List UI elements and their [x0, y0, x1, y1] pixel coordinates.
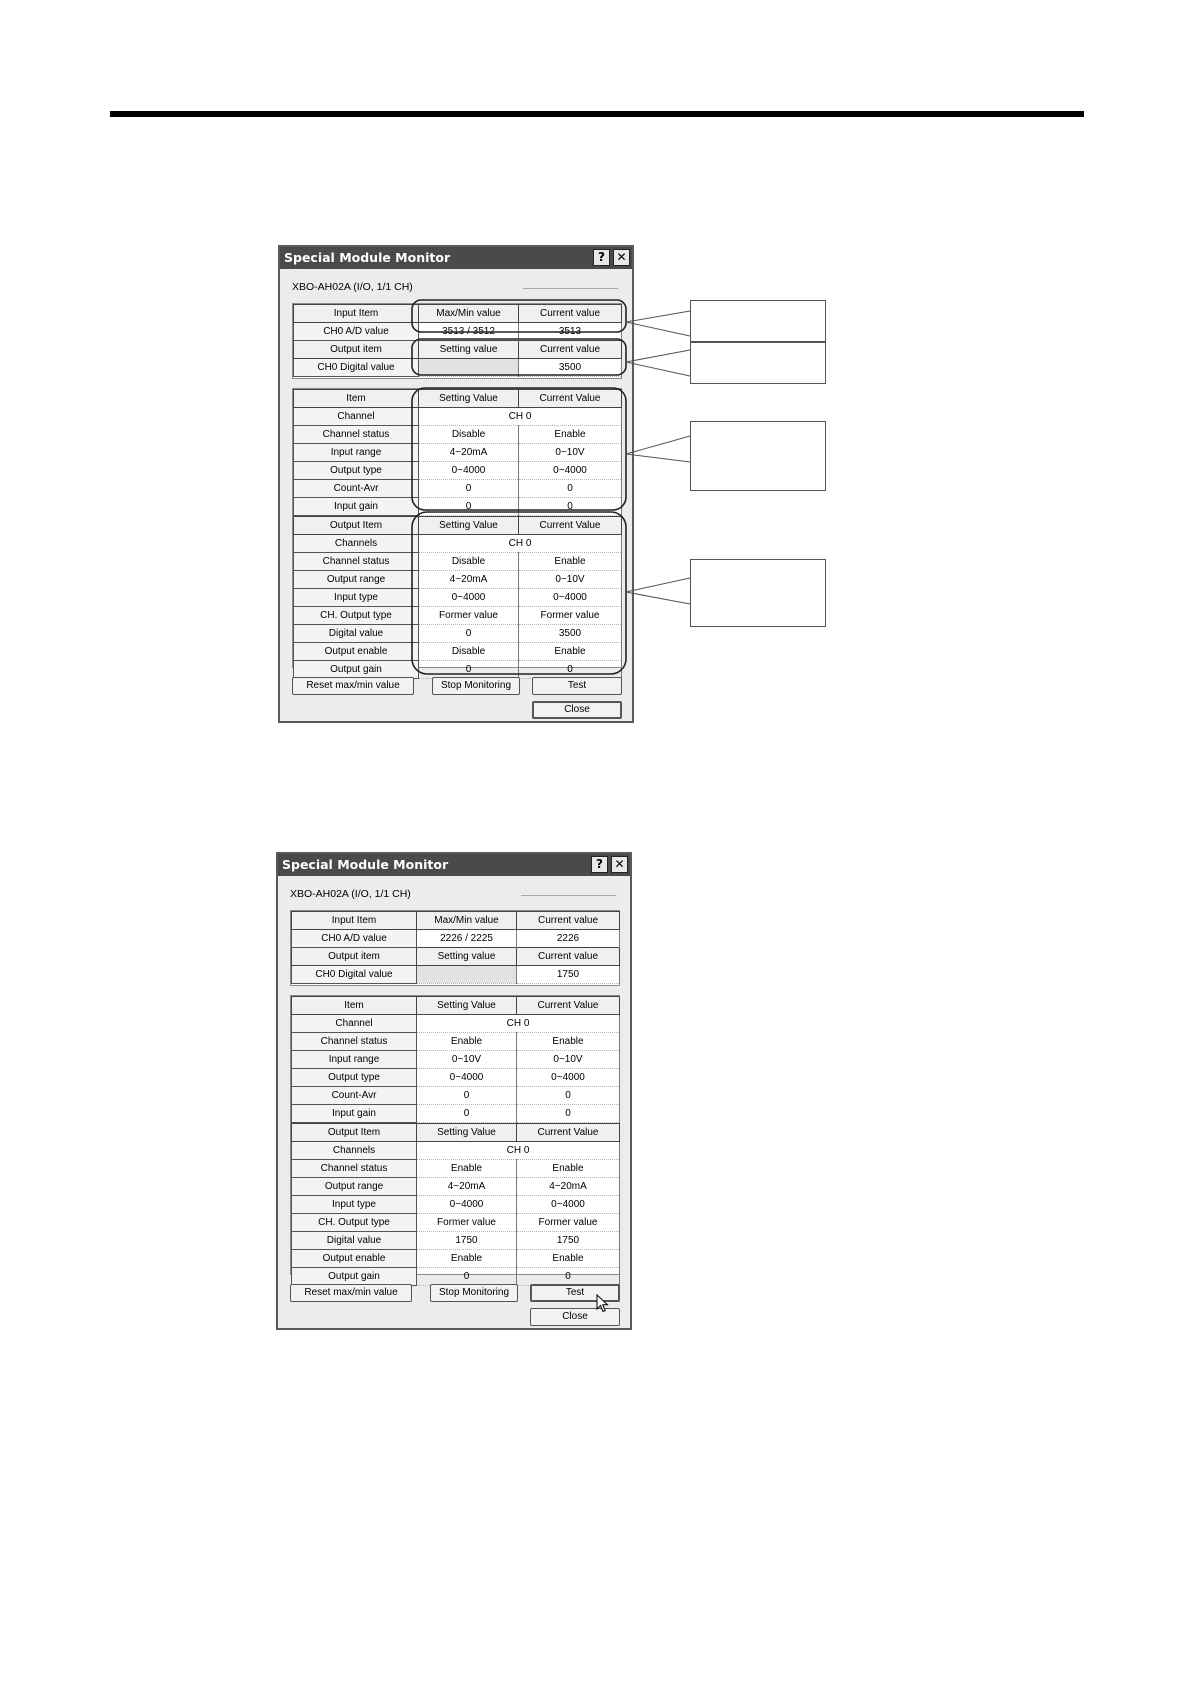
row-label: Output range — [294, 571, 419, 589]
value-cell: 0~4000 — [417, 1069, 517, 1087]
mouse-cursor-icon — [596, 1294, 610, 1314]
column-header: Current value — [519, 341, 622, 359]
value-cell: Enable — [417, 1250, 517, 1268]
value-cell: 1750 — [517, 966, 620, 984]
table-row-input-gain — [294, 498, 622, 516]
column-header: Setting value — [419, 341, 519, 359]
input-parameter-table — [291, 996, 620, 1123]
table-row-channel — [294, 408, 622, 426]
table-row-ch0-digital-value — [294, 359, 622, 377]
column-header: Item — [292, 997, 417, 1015]
table-row-output-gain — [292, 1268, 620, 1286]
table-row-item — [294, 390, 622, 408]
value-cell: 0~10V — [417, 1051, 517, 1069]
close-icon[interactable]: ✕ — [613, 249, 630, 266]
table-row-ch-output-type — [294, 607, 622, 625]
value-cell: Disable — [419, 643, 519, 661]
column-header: Item — [294, 390, 419, 408]
callout-leader — [626, 362, 690, 376]
column-header: Setting Value — [419, 517, 519, 535]
parameter-panel[interactable] — [290, 995, 620, 1282]
module-divider — [523, 288, 618, 289]
value-cell: 0 — [419, 661, 519, 679]
io-value-panel — [292, 303, 622, 379]
close-button[interactable]: Close — [530, 1308, 620, 1326]
table-row-input-type — [292, 1196, 620, 1214]
value-cell: 0~4000 — [517, 1069, 620, 1087]
callout-leader — [626, 350, 690, 362]
help-icon[interactable]: ? — [591, 856, 608, 873]
column-header: Current value — [517, 912, 620, 930]
row-label: Channel — [294, 408, 419, 426]
value-cell: CH 0 — [417, 1015, 620, 1033]
table-row-output-item — [294, 341, 622, 359]
module-divider — [521, 895, 616, 896]
value-cell: 3500 — [519, 359, 622, 377]
value-cell: 1750 — [417, 1232, 517, 1250]
value-cell: 2226 / 2225 — [417, 930, 517, 948]
test-button[interactable]: Test — [532, 677, 622, 695]
value-cell: Enable — [517, 1250, 620, 1268]
callout-leader — [626, 454, 690, 462]
column-header: Max/Min value — [417, 912, 517, 930]
callout-box — [690, 421, 826, 491]
value-cell: Former value — [519, 607, 622, 625]
row-label: Input range — [294, 444, 419, 462]
table-row-channel — [292, 1015, 620, 1033]
callout-leader — [626, 578, 690, 592]
table-row-ch0-a-d-value — [292, 930, 620, 948]
table-row-count-avr — [294, 480, 622, 498]
row-label: Input type — [292, 1196, 417, 1214]
special-module-monitor-dialog — [278, 245, 634, 723]
table-row-item — [292, 997, 620, 1015]
row-label: Count-Avr — [294, 480, 419, 498]
value-cell: 0 — [519, 498, 622, 516]
value-cell: Enable — [519, 426, 622, 444]
column-header: Input Item — [292, 912, 417, 930]
value-cell: 0 — [417, 1105, 517, 1123]
input-parameter-table — [293, 389, 622, 516]
callout-box — [690, 559, 826, 627]
table-row-ch0-a-d-value — [294, 323, 622, 341]
column-header: Current value — [519, 305, 622, 323]
table-row-output-enable — [294, 643, 622, 661]
table-row-output-enable — [292, 1250, 620, 1268]
reset-max-min-button[interactable]: Reset max/min value — [290, 1284, 412, 1302]
callout-leader — [626, 592, 690, 604]
table-row-output-item — [292, 948, 620, 966]
table-row-input-item — [294, 305, 622, 323]
module-name: XBO-AH02A (I/O, 1/1 CH) — [290, 888, 411, 900]
stop-monitoring-button[interactable]: Stop Monitoring — [432, 677, 520, 695]
value-cell: CH 0 — [419, 408, 622, 426]
value-cell — [419, 359, 519, 377]
row-label: Channel status — [292, 1033, 417, 1051]
column-header: Input Item — [294, 305, 419, 323]
column-header: Output item — [294, 341, 419, 359]
close-icon[interactable]: ✕ — [611, 856, 628, 873]
dialog-titlebar — [280, 247, 632, 269]
table-row-input-type — [294, 589, 622, 607]
value-cell: 3500 — [519, 625, 622, 643]
row-label: Channel — [292, 1015, 417, 1033]
column-header: Current Value — [519, 517, 622, 535]
row-label: Input range — [292, 1051, 417, 1069]
value-cell: 0 — [419, 480, 519, 498]
table-row-input-item — [292, 912, 620, 930]
value-cell: 0 — [417, 1268, 517, 1286]
page-top-rule — [110, 111, 1084, 117]
value-cell: 0 — [519, 661, 622, 679]
value-cell: 1750 — [517, 1232, 620, 1250]
output-parameter-table — [293, 516, 622, 679]
column-header: Setting Value — [417, 1124, 517, 1142]
value-cell: Enable — [517, 1033, 620, 1051]
value-cell: 0~4000 — [419, 462, 519, 480]
value-cell: Enable — [519, 643, 622, 661]
column-header: Output Item — [292, 1124, 417, 1142]
row-label: Output type — [294, 462, 419, 480]
value-cell: 0~10V — [517, 1051, 620, 1069]
value-cell: 0~4000 — [519, 462, 622, 480]
row-label: Channels — [292, 1142, 417, 1160]
row-label: CH0 A/D value — [294, 323, 419, 341]
row-label: Input gain — [294, 498, 419, 516]
row-label: Input gain — [292, 1105, 417, 1123]
value-cell: 0 — [419, 498, 519, 516]
test-button[interactable]: Test — [530, 1284, 620, 1302]
table-row-output-item — [294, 517, 622, 535]
value-cell: Enable — [417, 1160, 517, 1178]
special-module-monitor-dialog — [276, 852, 632, 1330]
value-cell: 0 — [417, 1087, 517, 1105]
value-cell: 0~4000 — [519, 589, 622, 607]
table-row-channel-status — [294, 553, 622, 571]
value-cell: 0~10V — [519, 571, 622, 589]
value-cell: Former value — [517, 1214, 620, 1232]
table-row-digital-value — [294, 625, 622, 643]
table-row-channel-status — [294, 426, 622, 444]
module-name: XBO-AH02A (I/O, 1/1 CH) — [292, 281, 413, 293]
help-icon[interactable]: ? — [593, 249, 610, 266]
table-row-output-range — [292, 1178, 620, 1196]
callout-leader — [626, 322, 690, 336]
column-header: Max/Min value — [419, 305, 519, 323]
row-label: CH. Output type — [292, 1214, 417, 1232]
column-header: Output Item — [294, 517, 419, 535]
table-row-output-type — [294, 462, 622, 480]
dialog-title: Special Module Monitor — [284, 250, 451, 265]
value-cell: 0~10V — [519, 444, 622, 462]
table-row-channel-status — [292, 1160, 620, 1178]
column-header: Setting Value — [417, 997, 517, 1015]
callout-leader — [626, 311, 690, 322]
value-cell: 0 — [517, 1087, 620, 1105]
row-label: Digital value — [294, 625, 419, 643]
value-cell: 0~4000 — [417, 1196, 517, 1214]
row-label: Input type — [294, 589, 419, 607]
value-cell: CH 0 — [419, 535, 622, 553]
value-cell: Enable — [517, 1160, 620, 1178]
row-label: CH. Output type — [294, 607, 419, 625]
io-value-table — [291, 911, 620, 984]
row-label: Channel status — [292, 1160, 417, 1178]
value-cell: 0 — [517, 1105, 620, 1123]
table-row-count-avr — [292, 1087, 620, 1105]
row-label: CH0 Digital value — [292, 966, 417, 984]
value-cell: Former value — [417, 1214, 517, 1232]
table-row-output-item — [292, 1124, 620, 1142]
column-header: Setting Value — [419, 390, 519, 408]
value-cell: 0 — [517, 1268, 620, 1286]
value-cell: Disable — [419, 426, 519, 444]
value-cell: 0 — [519, 480, 622, 498]
column-header: Current Value — [517, 1124, 620, 1142]
row-label: Output range — [292, 1178, 417, 1196]
table-row-input-range — [292, 1051, 620, 1069]
table-row-channel-status — [292, 1033, 620, 1051]
column-header: Current Value — [519, 390, 622, 408]
row-label: Channel status — [294, 553, 419, 571]
output-parameter-table — [291, 1123, 620, 1286]
close-button[interactable]: Close — [532, 701, 622, 719]
row-label: CH0 A/D value — [292, 930, 417, 948]
callout-leader — [626, 436, 690, 454]
column-header: Current Value — [517, 997, 620, 1015]
value-cell: Enable — [519, 553, 622, 571]
row-label: Channel status — [294, 426, 419, 444]
table-row-ch0-digital-value — [292, 966, 620, 984]
row-label: Output enable — [294, 643, 419, 661]
row-label: CH0 Digital value — [294, 359, 419, 377]
value-cell: Disable — [419, 553, 519, 571]
table-row-channels — [294, 535, 622, 553]
table-row-digital-value — [292, 1232, 620, 1250]
row-label: Output enable — [292, 1250, 417, 1268]
row-label: Output gain — [292, 1268, 417, 1286]
reset-max-min-button[interactable]: Reset max/min value — [292, 677, 414, 695]
value-cell: 0~4000 — [517, 1196, 620, 1214]
io-value-panel — [290, 910, 620, 986]
row-label: Count-Avr — [292, 1087, 417, 1105]
table-row-input-range — [294, 444, 622, 462]
column-header: Setting value — [417, 948, 517, 966]
row-label: Output type — [292, 1069, 417, 1087]
table-row-input-gain — [292, 1105, 620, 1123]
value-cell: Enable — [417, 1033, 517, 1051]
value-cell: 3513 / 3512 — [419, 323, 519, 341]
parameter-panel[interactable] — [292, 388, 622, 675]
value-cell — [417, 966, 517, 984]
value-cell: 3513 — [519, 323, 622, 341]
value-cell: 4~20mA — [419, 571, 519, 589]
value-cell: 0 — [419, 625, 519, 643]
column-header: Current value — [517, 948, 620, 966]
row-label: Output gain — [294, 661, 419, 679]
value-cell: 4~20mA — [417, 1178, 517, 1196]
value-cell: 4~20mA — [517, 1178, 620, 1196]
callout-box — [690, 342, 826, 384]
value-cell: 4~20mA — [419, 444, 519, 462]
table-row-output-range — [294, 571, 622, 589]
dialog-title: Special Module Monitor — [282, 857, 449, 872]
value-cell: Former value — [419, 607, 519, 625]
value-cell: 2226 — [517, 930, 620, 948]
row-label: Digital value — [292, 1232, 417, 1250]
table-row-ch-output-type — [292, 1214, 620, 1232]
row-label: Channels — [294, 535, 419, 553]
stop-monitoring-button[interactable]: Stop Monitoring — [430, 1284, 518, 1302]
dialog-titlebar — [278, 854, 630, 876]
io-value-table — [293, 304, 622, 377]
value-cell: CH 0 — [417, 1142, 620, 1160]
value-cell: 0~4000 — [419, 589, 519, 607]
callout-box — [690, 300, 826, 342]
table-row-output-type — [292, 1069, 620, 1087]
table-row-output-gain — [294, 661, 622, 679]
table-row-channels — [292, 1142, 620, 1160]
column-header: Output item — [292, 948, 417, 966]
